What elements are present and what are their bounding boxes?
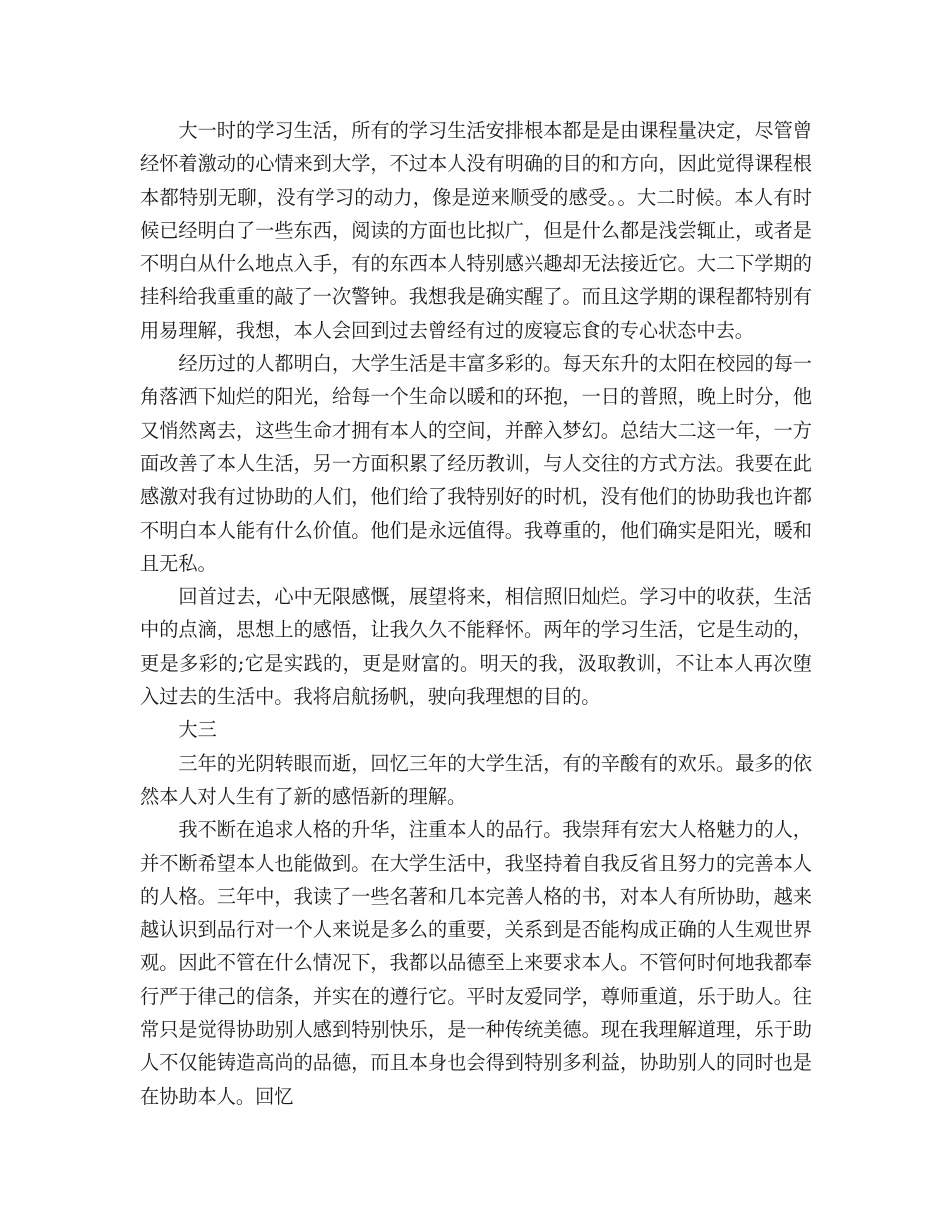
paragraph-retrospect: 回首过去，心中无限感慨，展望将来，相信照旧灿烂。学习中的收获，生活中的点滴，思想上的感悟，让我久久不能释怀。两年的学习生活，它是生动的，更是多彩的;它是实践的，更是财富的。明天的我，汲取教训，不让本人再次堕入过去的生活中。我将启航扬帆，驶向我理想的目的。 (140, 585, 812, 709)
section-heading-junior-year: 大三 (178, 718, 217, 742)
paragraph-first-year: 大一时的学习生活，所有的学习生活安排根本都是是由课程量决定，尽管曾经怀着激动的心情来到大学，不过本人没有明确的目的和方向，因此觉得课程根本都特别无聊，没有学习的动力，像是逆来顺受的感受。。大二时候。本人有时候已经明白了一些东西，阅读的方面也比拟广，但是什么都是浅尝辄止，或者是不明白从什么地点入手，有的东西本人特别感兴趣却无法接近它。大二下学期的挂科给我重重的敲了一次警钟。我想我是确实醒了。而且这学期的课程都特别有用易理解，我想，本人会回到过去曾经有过的废寝忘食的专心状态中去。 (140, 119, 812, 342)
paragraph-experience: 经历过的人都明白，大学生活是丰富多彩的。每天东升的太阳在校园的每一角落洒下灿烂的阳光，给每一个生命以暖和的环抱，一日的普照，晚上时分，他又悄然离去，这些生命才拥有本人的空间，并醉入梦幻。总结大二这一年，一方面改善了本人生活，另一方面积累了经历教训，与人交往的方式方法。我要在此感激对我有过协助的人们，他们给了我特别好的时机，没有他们的协助我也许都不明白本人能有什么价值。他们是永远值得。我尊重的，他们确实是阳光，暖和且无私。 (140, 352, 812, 575)
paragraph-character: 我不断在追求人格的升华，注重本人的品行。我崇拜有宏大人格魅力的人，并不断希望本人也能做到。在大学生活中，我坚持着自我反省且努力的完善本人的人格。三年中，我读了一些名著和几本完善人格的书，对本人有所协助，越来越认识到品行对一个人来说是多么的重要，关系到是否能构成正确的人生观世界观。因此不管在什么情况下，我都以品德至上来要求本人。不管何时何地我都奉行严于律己的信条，并实在的遵行它。平时友爱同学，尊师重道，乐于助人。往常只是觉得协助别人感到特别快乐，是一种传统美德。现在我理解道理，乐于助人不仅能铸造高尚的品德，而且本身也会得到特别多利益，协助别人的同时也是在协助本人。回忆 (140, 818, 812, 1108)
paragraph-three-years: 三年的光阴转眼而逝，回忆三年的大学生活，有的辛酸有的欢乐。最多的依然本人对人生有了新的感悟新的理解。 (140, 751, 812, 808)
document-page (140, 114, 812, 1113)
